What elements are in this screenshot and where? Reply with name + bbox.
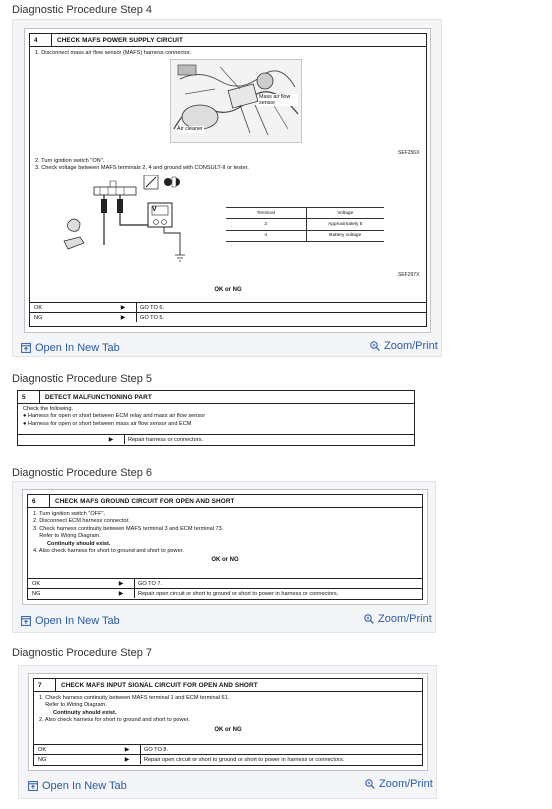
voltmeter-label: V [152, 206, 157, 213]
document-card [12, 481, 436, 633]
outcome-row [28, 578, 422, 588]
document-image [28, 673, 428, 771]
outcome-row [34, 754, 422, 764]
outcome-key: NG [38, 756, 47, 763]
instruction-line: 3. Check harness continuity between MAFS terminal 3 and ECM terminal 73. [33, 525, 224, 532]
ok-or-ng-prompt: OK or NG [211, 557, 239, 564]
voltage-spec-table [226, 207, 384, 242]
procedure-body [28, 508, 422, 578]
table-cell: 4 [226, 230, 306, 241]
instruction-line: 3. Check voltage between MAFS terminals 2, 4 and ground with CONSULT-II or tester. [35, 165, 249, 172]
arrow-icon: ▶ [120, 305, 126, 311]
outcome-key: OK [38, 746, 47, 753]
outcome-row [28, 588, 422, 598]
open-in-new-tab-icon [21, 343, 31, 353]
outcome-key: NG [32, 590, 41, 597]
zoom-print-link[interactable] [370, 340, 438, 352]
procedure-header [34, 679, 422, 692]
procedure-box [27, 494, 423, 600]
document-image [22, 489, 428, 605]
table-cell: 2 [226, 219, 306, 230]
procedure-heading: CHECK MAFS INPUT SIGNAL CIRCUIT FOR OPEN AND SHORT [61, 681, 258, 689]
instruction-line: 2. Disconnect ECM harness connector. [33, 518, 130, 525]
outcome-value: GO TO 7. [134, 579, 422, 588]
procedure-header [30, 34, 426, 47]
instruction-line: 2. Turn ignition switch "ON". [35, 158, 105, 164]
table-row [226, 230, 384, 241]
open-in-new-tab-link[interactable] [21, 342, 120, 354]
instruction-line: Refer to Wiring Diagram. [39, 702, 107, 709]
table-cell: Battery voltage [306, 230, 384, 241]
air-cleaner-label: Air cleaner [177, 126, 203, 132]
instruction-line: 1. Disconnect mass air flow sensor (MAFS) harness connector. [35, 50, 192, 56]
outcome-value: Repair harness or connectors. [124, 435, 414, 444]
procedure-header [28, 495, 422, 508]
step-number: 5 [18, 391, 40, 403]
zoom-print-label: Zoom/Print [379, 778, 433, 790]
instruction-line: 2. Also check harness for short to ground and short to power. [39, 717, 190, 724]
instruction-line: ● Harness for open or short between ECM relay and mass air flow sensor [23, 413, 206, 420]
procedure-box [33, 678, 423, 766]
section-title: Diagnostic Procedure Step 6 [12, 467, 153, 479]
open-in-new-tab-label: Open In New Tab [42, 780, 127, 792]
emphasis-line: Continuity should exist. [53, 709, 117, 716]
outcome-value: Repair open circuit or short to ground or short to power in harness or connectors. [140, 755, 422, 764]
outcome-value: GO TO 8. [140, 745, 422, 754]
outcome-value: Repair open circuit or short to ground or short to power in harness or connectors. [134, 589, 422, 598]
document-card [18, 665, 437, 799]
open-in-new-tab-link[interactable] [21, 615, 120, 627]
table-header-row [226, 208, 384, 219]
open-in-new-tab-link[interactable] [28, 780, 127, 792]
ok-or-ng-prompt: OK or NG [214, 726, 242, 733]
maf-sensor-label: Mass air flow sensor [258, 94, 298, 106]
arrow-icon: ▶ [124, 747, 130, 753]
section-title: Diagnostic Procedure Step 7 [12, 647, 153, 659]
procedure-body [18, 404, 414, 434]
table-cell: Approximately 5 [306, 219, 384, 230]
open-in-new-tab-label: Open In New Tab [35, 342, 120, 354]
step-number: 7 [34, 679, 56, 691]
zoom-print-label: Zoom/Print [384, 340, 438, 352]
zoom-print-label: Zoom/Print [378, 613, 432, 625]
step-number: 6 [28, 495, 50, 507]
ok-or-ng-prompt: OK or NG [214, 287, 242, 293]
table-header: Terminal [226, 208, 306, 219]
arrow-icon: ▶ [124, 757, 130, 763]
magnifier-icon [370, 341, 380, 351]
outcome-value: GO TO 6. [136, 303, 426, 312]
procedure-box [29, 33, 427, 327]
arrow-icon: ▶ [118, 591, 124, 597]
table-header: Voltage [306, 208, 384, 219]
outcome-row [34, 744, 422, 754]
outcome-key: OK [32, 580, 41, 587]
open-in-new-tab-icon [21, 616, 31, 626]
step-number: 4 [30, 34, 52, 46]
instruction-line: Refer to Wiring Diagram. [33, 533, 101, 540]
instruction-line: ● Harness for open or short between mass air flow sensor and ECM [23, 420, 192, 427]
outcome-row [30, 312, 426, 322]
open-in-new-tab-label: Open In New Tab [35, 615, 120, 627]
outcome-value: GO TO 5. [136, 313, 426, 322]
voltage-check-diagram [60, 175, 240, 267]
instruction-line: 1. Check harness continuity between MAFS terminal 1 and ECM terminal 61. [39, 695, 230, 701]
arrow-icon: ▶ [108, 437, 114, 443]
document-image [24, 28, 431, 333]
procedure-body [30, 47, 426, 302]
magnifier-icon [364, 614, 374, 624]
arrow-icon: ▶ [120, 315, 126, 321]
outcome-row [18, 434, 414, 444]
zoom-print-link[interactable] [364, 613, 432, 625]
procedure-box [17, 390, 415, 446]
document-card [12, 19, 442, 357]
arrow-icon: ▶ [118, 581, 124, 587]
magnifier-icon [365, 779, 375, 789]
figure-code: SEF256X [398, 150, 420, 156]
procedure-body [34, 692, 422, 744]
procedure-header [18, 391, 414, 404]
open-in-new-tab-icon [28, 781, 38, 791]
zoom-print-link[interactable] [365, 778, 433, 790]
outcome-key: NG [34, 314, 43, 321]
procedure-heading: CHECK MAFS POWER SUPPLY CIRCUIT [57, 36, 183, 44]
instruction-line: Check the following. [23, 406, 74, 412]
section-title: Diagnostic Procedure Step 5 [12, 373, 153, 385]
table-row [226, 219, 384, 230]
instruction-line: 4. Also check harness for short to ground and short to power. [33, 548, 184, 555]
emphasis-line: Continuity should exist. [47, 540, 111, 547]
procedure-heading: CHECK MAFS GROUND CIRCUIT FOR OPEN AND SHORT [55, 497, 235, 505]
outcome-row [30, 302, 426, 312]
figure-code: SEF297X [398, 272, 420, 278]
procedure-heading: DETECT MALFUNCTIONING PART [45, 393, 152, 401]
section-title: Diagnostic Procedure Step 4 [12, 4, 153, 16]
instruction-line: 1. Turn ignition switch "OFF". [33, 511, 106, 517]
outcome-key: OK [34, 304, 43, 311]
